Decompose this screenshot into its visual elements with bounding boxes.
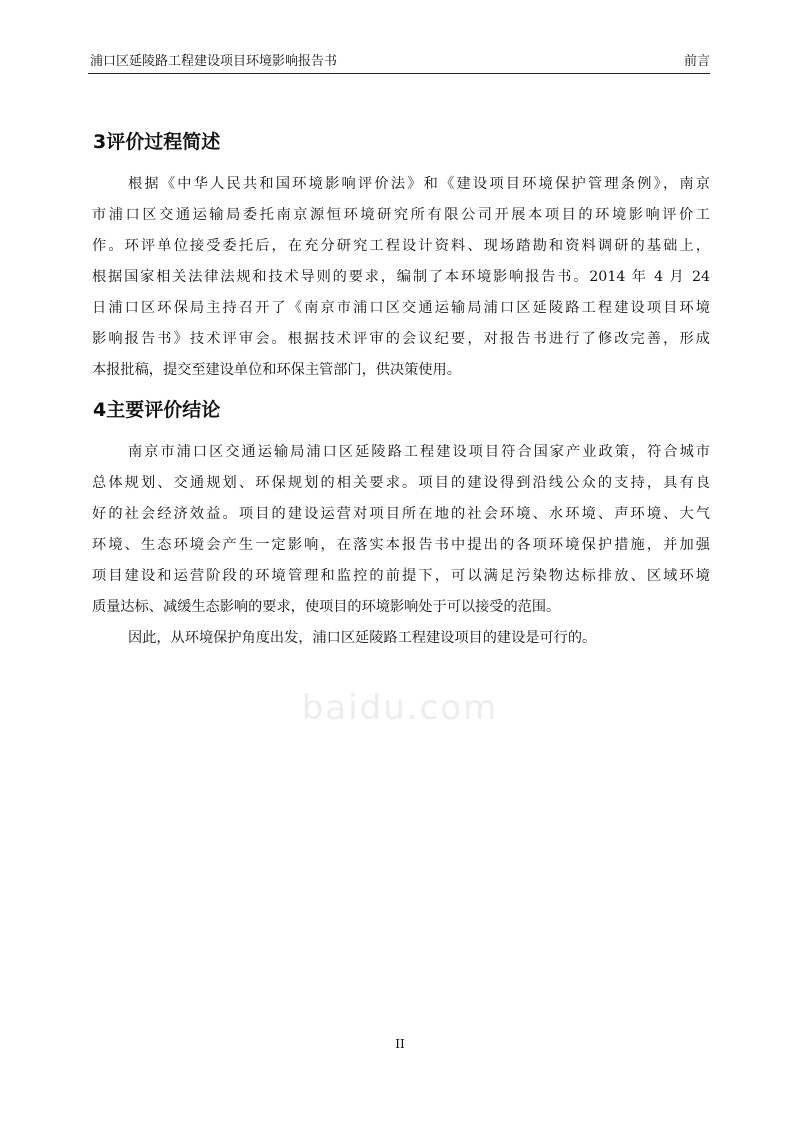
watermark: baidu.com xyxy=(301,688,499,728)
header-section-label: 前言 xyxy=(683,54,710,69)
header-document-title: 浦口区延陵路工程建设项目环境影响报告书 xyxy=(90,54,338,69)
paragraph-line: 本报批稿，提交至建设单位和环保主管部门，供决策使用。 xyxy=(92,362,461,378)
header-divider xyxy=(88,73,710,74)
paragraph-line: 南京市浦口区交通运输局浦口区延陵路工程建设项目符合国家产业政策，符合城市 xyxy=(128,444,710,460)
paragraph-line: 作。环评单位接受委托后，在充分研究工程设计资料、现场踏勘和资料调研的基础上， xyxy=(92,238,710,254)
paragraph-line: 质量达标、减缓生态影响的要求，使项目的环境影响处于可以接受的范围。 xyxy=(92,599,561,615)
paragraph-line: 好的社会经济效益。项目的建设运营对项目所在地的社会环境、水环境、声环境、大气 xyxy=(92,506,710,522)
paragraph-line: 根据国家相关法律法规和技术导则的要求，编制了本环境影响报告书。2014 年 4 月 24 xyxy=(92,269,710,285)
paragraph-line: 市浦口区交通运输局委托南京源恒环境研究所有限公司开展本项目的环境影响评价工 xyxy=(92,207,710,223)
paragraph-line: 日浦口区环保局主持召开了《南京市浦口区交通运输局浦口区延陵路工程建设项目环境 xyxy=(92,300,710,316)
paragraph-line: 根据《中华人民共和国环境影响评价法》和《建设项目环境保护管理条例》，南京 xyxy=(128,176,710,192)
page-number: II xyxy=(395,1037,405,1051)
paragraph-line: 因此，从环境保护角度出发，浦口区延陵路工程建设项目的建设是可行的。 xyxy=(128,630,597,646)
paragraph-line: 总体规划、交通规划、环保规划的相关要求。项目的建设得到沿线公众的支持，具有良 xyxy=(92,475,710,491)
paragraph-line: 影响报告书》技术评审会。根据技术评审的会议纪要，对报告书进行了修改完善，形成 xyxy=(92,331,710,347)
page-header xyxy=(90,52,710,74)
paragraph-line: 环境、生态环境会产生一定影响，在落实本报告书中提出的各项环境保护措施，并加强 xyxy=(92,537,710,553)
paragraph-line: 项目建设和运营阶段的环境管理和监控的前提下，可以满足污染物达标排放、区域环境 xyxy=(92,568,710,584)
section-heading-evaluation-process: 3评价过程简述 xyxy=(93,131,221,153)
section-heading-main-conclusions: 4主要评价结论 xyxy=(93,399,221,421)
